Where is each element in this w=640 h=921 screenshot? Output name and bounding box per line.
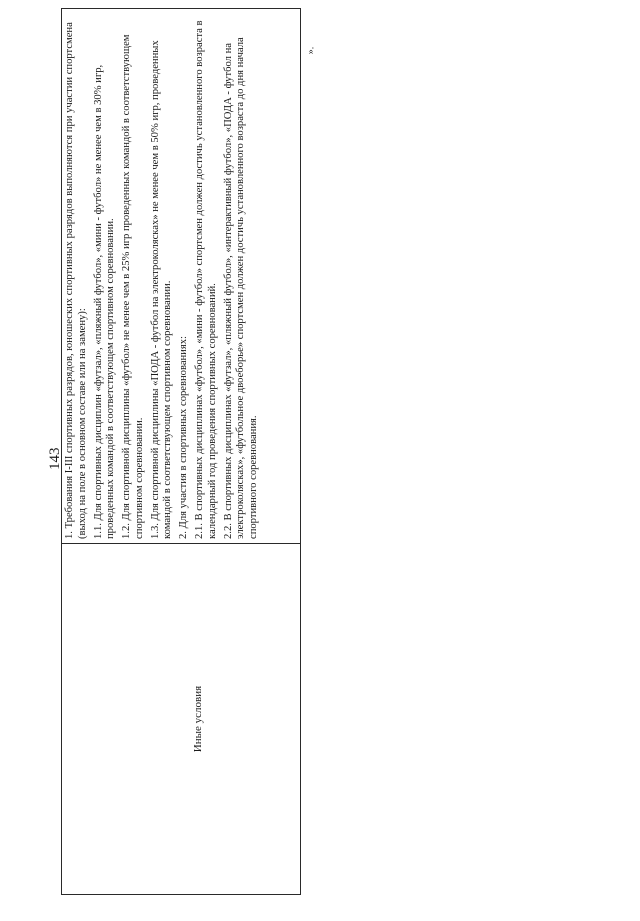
paragraph-1: 1. Требования I-III спортивных разрядов, юношеских спортивных разрядов выполняются при участии спортсмена (выход на поле в основном составе или на замену): xyxy=(64,22,88,539)
label-cell xyxy=(62,544,301,895)
conditions-table xyxy=(61,8,301,895)
paragraph-2: 2. Для участия в спортивных соревнованиях: xyxy=(178,336,190,539)
paragraph-2-2: 2.2. В спортивных дисциплинах «футзал», «пляжный футбол», «интерактивный футбол», «ПОДА - футбол на электроколясках», «футбольное двоеборье» спортсмен должен достичь установленного возраста до дня начала спортивного соревнования. xyxy=(222,37,260,539)
page-number: 143 xyxy=(47,447,63,470)
paragraph-2-1: 2.1. В спортивных дисциплинах «футбол», «мини - футбол» спортсмен должен достичь установленного возраста в календарный год проведения спортивных соревнований. xyxy=(194,20,218,539)
closing-quote: ». xyxy=(305,46,317,55)
rotated-content xyxy=(61,19,301,895)
content-cell xyxy=(62,9,301,544)
table-row xyxy=(62,9,301,895)
paragraph-1-1: 1.1. Для спортивных дисциплин «футзал», «пляжный футбол», «мини - футбол» не менее чем в 30% игр, проведенных командой в соответствующем спортивном соревновании. xyxy=(92,64,117,539)
paragraph-1-3: 1.3. Для спортивной дисциплины «ПОДА - футбол на электроколясках» не менее чем в 50% игр, проведенных командой в соответствующем спортивном соревновании. xyxy=(149,40,174,539)
paragraph-1-2: 1.2. Для спортивной дисциплины «футбол» не менее чем в 25% игр проведенных командой в соответствующем спортивном соревновании. xyxy=(121,34,145,539)
row-label: Иные условия xyxy=(192,685,204,753)
